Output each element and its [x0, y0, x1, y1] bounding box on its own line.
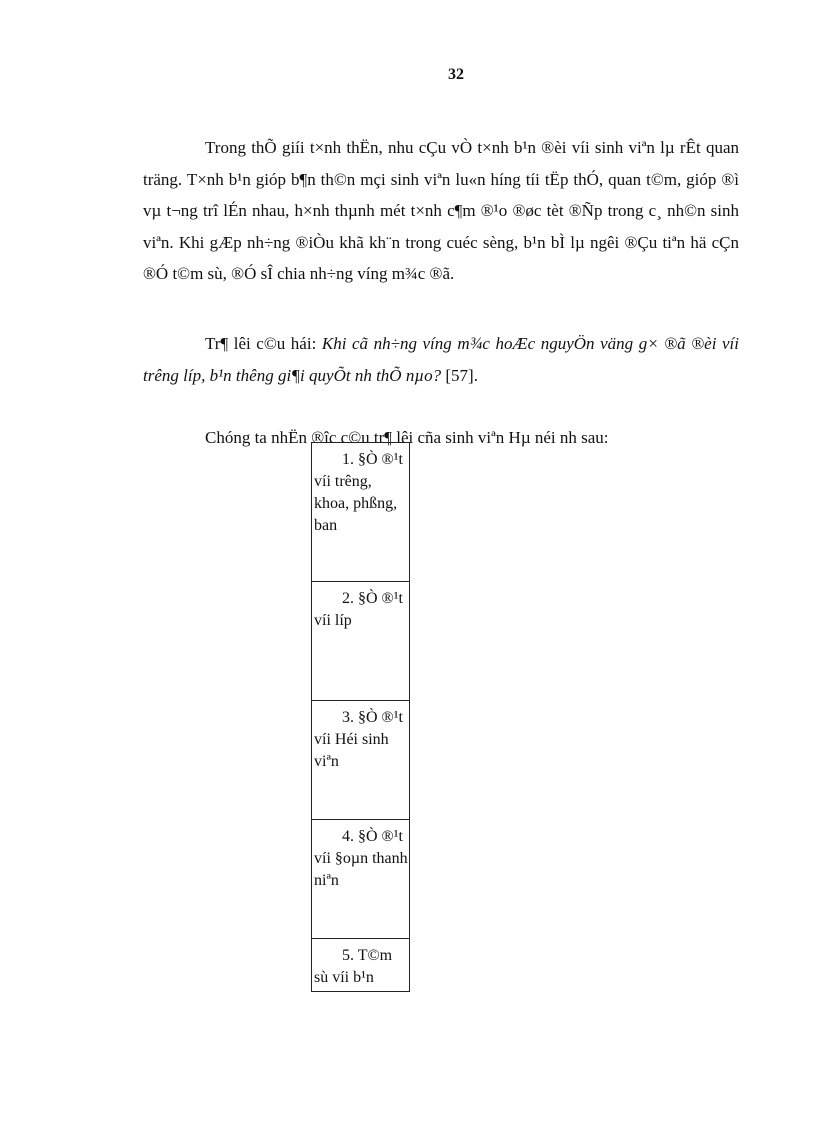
paragraph-survey-question	[143, 328, 739, 391]
question-text: Khi cã nh÷ng víng m¾c hoÆc nguyÖn väng g× ®ã ®èi víi trêng líp, b¹n thêng gi¶i quyÕt nh thÕ nµo?	[143, 334, 739, 385]
table-cell: 3. §Ò ®¹t víi Héi sinh viªn	[312, 701, 410, 820]
table-row	[312, 939, 410, 992]
question-lead: Tr¶ lêi c©u hái:	[205, 334, 322, 353]
table-row	[312, 443, 410, 582]
table-row	[312, 701, 410, 820]
table-cell: 4. §Ò ®¹t víi §oµn thanh niªn	[312, 820, 410, 939]
table-cell: 2. §Ò ®¹t víi líp	[312, 582, 410, 701]
page-number: 32	[448, 66, 464, 83]
table-row	[312, 820, 410, 939]
paragraph-friendship: Trong thÕ giíi t×nh thËn, nhu cÇu vÒ t×nh b¹n ®èi víi sinh viªn lµ rÊt quan träng. T×nh b¹n gióp b¶n th©n mçi sinh viªn lu«n híng tíi tËp thÓ, quan t©m, gióp ®ì vµ t¬ng trî lÉn nhau, h×nh thµnh mét t×nh c¶m ®¹o ®øc tèt ®Ñp trong c¸ nh©n sinh viªn. Khi gÆp nh÷ng ®iÒu khã kh¨n trong cuéc sèng, b¹n bÌ lµ ngêi ®Çu tiªn hä cÇn ®Ó t©m sù, ®Ó sÎ chia nh÷ng víng m¾c ®ã.	[143, 138, 739, 283]
citation-ref: [57].	[441, 365, 478, 385]
answers-table	[311, 442, 410, 992]
table-cell: 5. T©m sù víi b¹n	[312, 939, 410, 992]
paragraph-answer-intro: Chóng ta nhËn ®îc c©u tr¶ lêi cña sinh viªn Hµ néi nh sau:	[205, 428, 609, 447]
table-row	[312, 582, 410, 701]
table-cell: 1. §Ò ®¹t víi trêng, khoa, phßng, ban	[314, 451, 403, 534]
